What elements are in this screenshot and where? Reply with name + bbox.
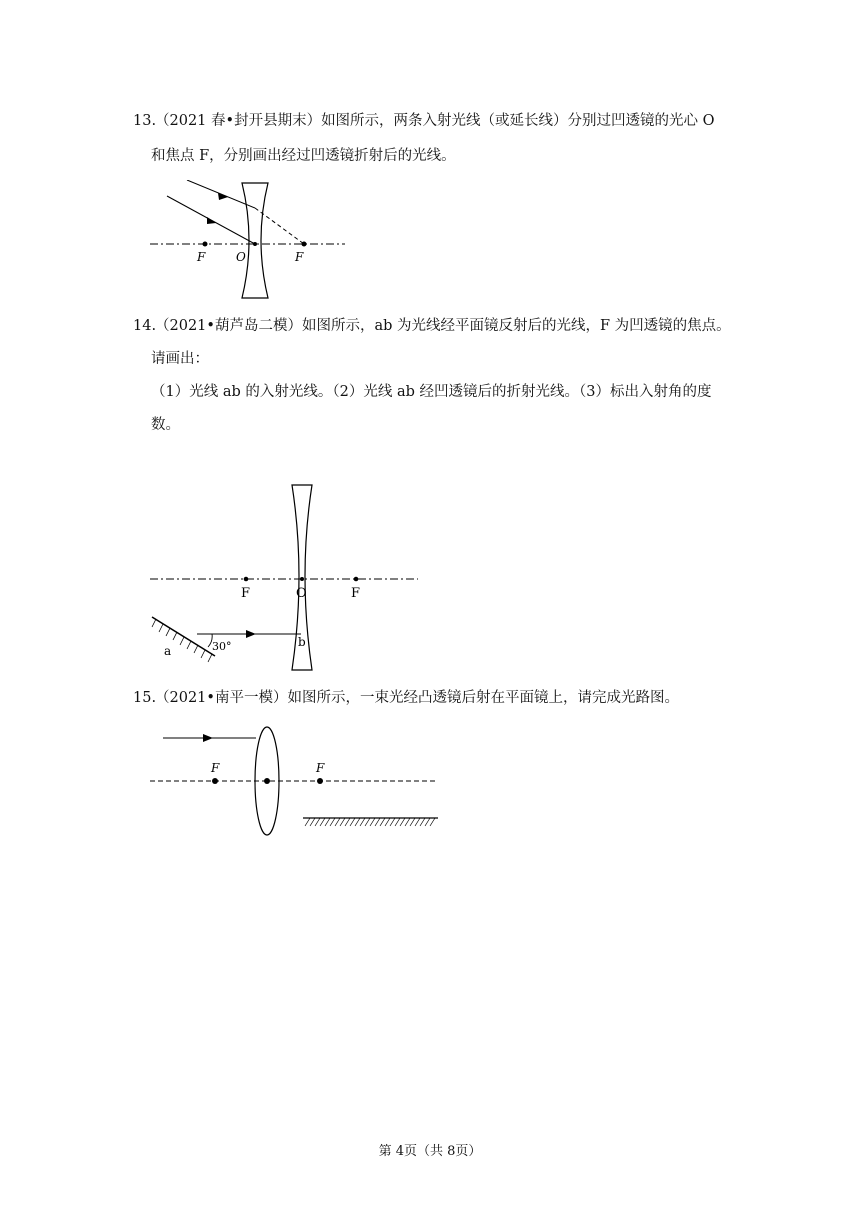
q13-text-line-1: （2021 春•封开县期末）如图所示，两条入射光线（或延长线）分别过凹透镜的光心 O: [155, 113, 715, 129]
page-footer: 第 4页（共 8页）: [378, 1144, 482, 1159]
q13-label-center: O: [236, 250, 246, 264]
q14-text-line-4: 数。: [151, 417, 180, 433]
q14-number: 14.: [133, 318, 157, 334]
q14-figure: [150, 480, 425, 675]
q15-text-line-1: （2021•南平一模）如图所示，一束光经凸透镜后射在平面镜上，请完成光路图。: [155, 690, 679, 706]
q13-focus-left-point: [203, 242, 208, 247]
q13-focus-right-point: [302, 242, 307, 247]
q14-text-line-3: （1）光线 ab 的入射光线。（2）光线 ab 经凹透镜后的折射光线。（3）标出入射角的度: [151, 384, 712, 400]
q14-label-focus-left: F: [241, 586, 251, 601]
q14-mirror-hatching: [152, 619, 212, 662]
q15-mirror-hatching: [305, 818, 435, 826]
q13-ray-1-arrow: [218, 193, 228, 200]
q14-center-point: [300, 577, 304, 581]
q13-label-focus-left: F: [197, 250, 206, 264]
q15-number: 15.: [133, 690, 157, 706]
q13-concave-lens: [242, 183, 268, 298]
q14-plane-mirror: [152, 617, 215, 656]
q15-figure: [150, 722, 442, 840]
q13-ray-1-extension: [255, 208, 304, 244]
q14-label-a: a: [164, 644, 172, 658]
q13-label-focus-right: F: [295, 250, 304, 264]
q15-incident-ray-arrow: [203, 734, 213, 742]
q15-label-focus-right: F: [316, 761, 325, 775]
q15-center-point: [264, 778, 270, 784]
q14-label-angle: 30°: [212, 640, 232, 653]
q14-label-b: b: [298, 635, 306, 649]
q13-number: 13.: [133, 113, 157, 129]
q14-focus-right-point: [354, 577, 359, 582]
q15-label-focus-left: F: [211, 761, 220, 775]
q13-center-point: [253, 242, 257, 246]
q14-text-line-1: （2021•葫芦岛二模）如图所示，ab 为光线经平面镜反射后的光线，F 为凹透镜的焦点。: [155, 318, 731, 334]
q13-ray-2-arrow: [207, 217, 216, 224]
q14-focus-left-point: [244, 577, 249, 582]
q15-focus-left-point: [212, 778, 218, 784]
q14-text-line-2: 请画出：: [151, 351, 209, 367]
q13-figure: [140, 180, 355, 305]
q15-focus-right-point: [317, 778, 323, 784]
q13-text-line-2: 和焦点 F，分别画出经过凹透镜折射后的光线。: [151, 148, 456, 164]
q14-ray-ab-arrow: [246, 630, 256, 638]
q14-label-center: O: [296, 586, 307, 601]
q14-label-focus-right: F: [351, 586, 361, 601]
